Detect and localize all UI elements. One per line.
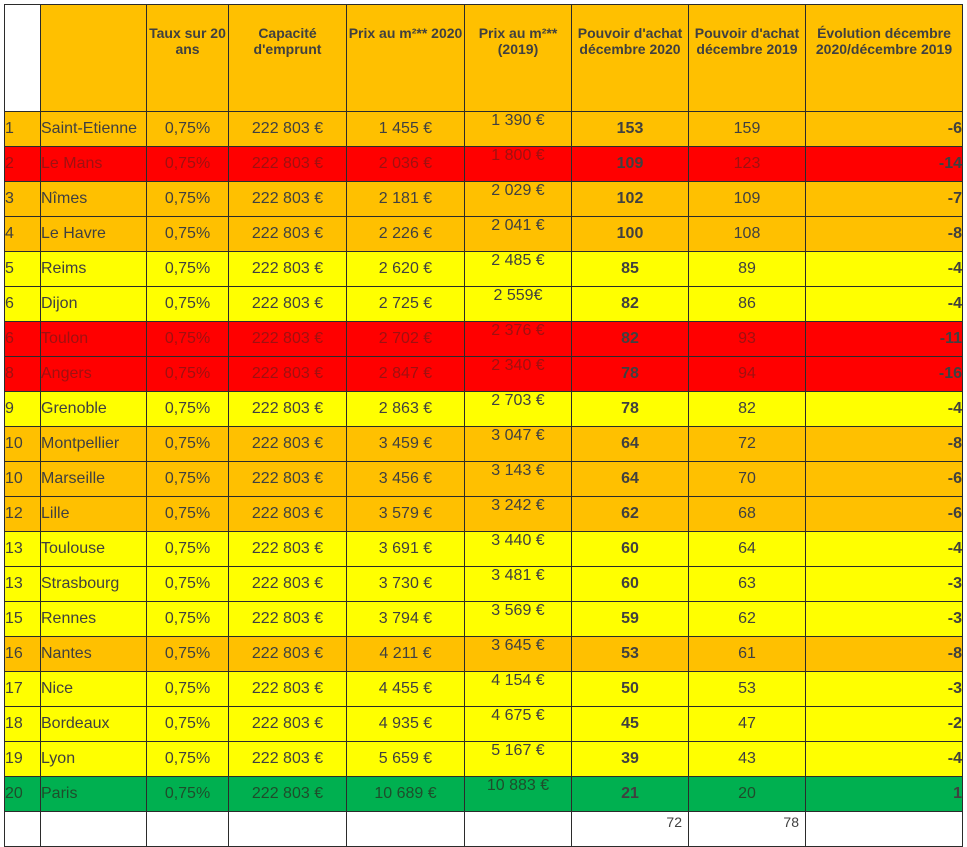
cell-price-2019: 5 167 € [465,742,572,777]
cell-price-2019: 3 569 € [465,602,572,637]
cell-price-2020: 1 455 € [347,112,465,147]
cell-power-2019: 43 [689,742,806,777]
cell-evolution: -3 [806,672,963,707]
cell-evolution: -4 [806,287,963,322]
cell-power-2019: 86 [689,287,806,322]
table-row [5,567,963,602]
cell-price-2019: 3 645 € [465,637,572,672]
cell-price-2020: 4 935 € [347,707,465,742]
cell-city: Marseille [41,462,147,497]
cell-capacity: 222 803 € [229,147,347,182]
cell-price-2020: 2 702 € [347,322,465,357]
cell-rank: 3 [5,182,41,217]
cell-evolution: 1 [806,777,963,812]
cell-power-2019: 47 [689,707,806,742]
cell-price-2020: 4 211 € [347,637,465,672]
cell-city: Bordeaux [41,707,147,742]
cell-capacity: 222 803 € [229,707,347,742]
cell-rate: 0,75% [147,357,229,392]
cell-price-2020: 2 863 € [347,392,465,427]
table-row [5,392,963,427]
cell-price-2019: 3 242 € [465,497,572,532]
cell-price-2019: 1 390 € [465,112,572,147]
cell-power-2019: 93 [689,322,806,357]
cell-rank: 18 [5,707,41,742]
cell-power-2020: 82 [572,287,689,322]
cell-power-2020: 39 [572,742,689,777]
cell-power-2019: 63 [689,567,806,602]
cell-city: Toulouse [41,532,147,567]
table-header-row [5,5,963,112]
cell-power-2019: 72 [689,427,806,462]
table-row [5,777,963,812]
cell-rank: 10 [5,427,41,462]
cell-city: Reims [41,252,147,287]
header-rank [5,5,41,112]
cell-rank: 5 [5,252,41,287]
table-row [5,602,963,637]
cell-city: Nantes [41,637,147,672]
cell-power-2019: 82 [689,392,806,427]
cell-rank: 4 [5,217,41,252]
cell-rate: 0,75% [147,637,229,672]
cell-rank: 1 [5,112,41,147]
cell-city: Montpellier [41,427,147,462]
cell-price-2019: 3 481 € [465,567,572,602]
cell-capacity: 222 803 € [229,532,347,567]
table-row [5,672,963,707]
cell-price-2020: 2 181 € [347,182,465,217]
cell-power-2019: 70 [689,462,806,497]
table-row [5,707,963,742]
cell-city: Nîmes [41,182,147,217]
cell-price-2019: 2 029 € [465,182,572,217]
cell-evolution: -6 [806,112,963,147]
cell-rank: 15 [5,602,41,637]
header-evolution: Évolution décembre 2020/décembre 2019 [806,5,963,112]
cell-city: Toulon [41,322,147,357]
footer-cell-city [41,812,147,847]
cell-capacity: 222 803 € [229,567,347,602]
cell-power-2019: 94 [689,357,806,392]
cell-price-2019: 2 559€ [465,287,572,322]
cell-city: Rennes [41,602,147,637]
cell-power-2019: 109 [689,182,806,217]
cell-evolution: -7 [806,182,963,217]
cell-rank: 17 [5,672,41,707]
cell-city: Angers [41,357,147,392]
cell-evolution: -8 [806,427,963,462]
cell-capacity: 222 803 € [229,287,347,322]
cell-rate: 0,75% [147,427,229,462]
cell-power-2019: 159 [689,112,806,147]
cell-power-2020: 78 [572,357,689,392]
cell-capacity: 222 803 € [229,637,347,672]
cell-evolution: -14 [806,147,963,182]
table-row [5,112,963,147]
cell-power-2020: 64 [572,427,689,462]
cell-evolution: -4 [806,252,963,287]
table-row [5,497,963,532]
purchasing-power-table [4,4,963,847]
cell-capacity: 222 803 € [229,392,347,427]
cell-rank: 20 [5,777,41,812]
cell-capacity: 222 803 € [229,742,347,777]
cell-capacity: 222 803 € [229,777,347,812]
cell-rank: 2 [5,147,41,182]
cell-capacity: 222 803 € [229,252,347,287]
cell-power-2019: 108 [689,217,806,252]
cell-rate: 0,75% [147,462,229,497]
footer-cell-rank [5,812,41,847]
header-price-2019: Prix au m²** (2019) [465,5,572,112]
cell-price-2019: 10 883 € [465,777,572,812]
table-body [5,112,963,812]
cell-capacity: 222 803 € [229,322,347,357]
cell-rate: 0,75% [147,217,229,252]
cell-price-2020: 2 036 € [347,147,465,182]
cell-rank: 8 [5,357,41,392]
cell-power-2019: 62 [689,602,806,637]
cell-rank: 13 [5,532,41,567]
cell-rank: 12 [5,497,41,532]
header-price-2020: Prix au m²** 2020 [347,5,465,112]
cell-power-2020: 64 [572,462,689,497]
header-power-2019: Pouvoir d'achat décembre 2019 [689,5,806,112]
cell-capacity: 222 803 € [229,602,347,637]
cell-evolution: -4 [806,392,963,427]
cell-rank: 10 [5,462,41,497]
cell-city: Dijon [41,287,147,322]
cell-power-2020: 50 [572,672,689,707]
table-row [5,252,963,287]
cell-evolution: -8 [806,217,963,252]
cell-rate: 0,75% [147,112,229,147]
cell-price-2020: 3 691 € [347,532,465,567]
cell-price-2020: 3 730 € [347,567,465,602]
cell-price-2019: 3 047 € [465,427,572,462]
cell-capacity: 222 803 € [229,217,347,252]
cell-price-2019: 1 800 € [465,147,572,182]
footer-power-2019: 78 [689,812,806,847]
cell-power-2020: 82 [572,322,689,357]
table-footer-row [5,812,963,847]
cell-rate: 0,75% [147,182,229,217]
header-power-2020: Pouvoir d'achat décembre 2020 [572,5,689,112]
cell-power-2020: 53 [572,637,689,672]
cell-price-2020: 3 794 € [347,602,465,637]
table-row [5,427,963,462]
cell-price-2020: 3 459 € [347,427,465,462]
cell-rate: 0,75% [147,497,229,532]
cell-price-2019: 4 154 € [465,672,572,707]
cell-power-2020: 100 [572,217,689,252]
footer-cell-rate [147,812,229,847]
cell-rate: 0,75% [147,707,229,742]
cell-rate: 0,75% [147,147,229,182]
table-row [5,217,963,252]
cell-power-2020: 85 [572,252,689,287]
cell-power-2019: 61 [689,637,806,672]
header-capacity: Capacité d'emprunt [229,5,347,112]
cell-power-2019: 123 [689,147,806,182]
cell-city: Nice [41,672,147,707]
table-row [5,462,963,497]
cell-price-2019: 2 703 € [465,392,572,427]
table-row [5,742,963,777]
footer-cell-price-2019 [465,812,572,847]
cell-city: Lille [41,497,147,532]
table-row [5,357,963,392]
cell-price-2020: 2 226 € [347,217,465,252]
cell-rate: 0,75% [147,252,229,287]
header-rate: Taux sur 20 ans [147,5,229,112]
cell-capacity: 222 803 € [229,112,347,147]
cell-power-2020: 60 [572,567,689,602]
cell-power-2020: 62 [572,497,689,532]
cell-power-2019: 68 [689,497,806,532]
cell-evolution: -8 [806,637,963,672]
cell-rate: 0,75% [147,532,229,567]
cell-capacity: 222 803 € [229,672,347,707]
cell-city: Le Havre [41,217,147,252]
table-row [5,637,963,672]
cell-evolution: -4 [806,742,963,777]
cell-evolution: -4 [806,532,963,567]
cell-power-2020: 45 [572,707,689,742]
footer-cell-capacity [229,812,347,847]
cell-city: Saint-Etienne [41,112,147,147]
cell-power-2020: 109 [572,147,689,182]
cell-capacity: 222 803 € [229,497,347,532]
cell-price-2019: 3 440 € [465,532,572,567]
footer-cell-evolution [806,812,963,847]
cell-power-2020: 153 [572,112,689,147]
cell-rate: 0,75% [147,602,229,637]
cell-rank: 13 [5,567,41,602]
cell-city: Le Mans [41,147,147,182]
cell-rank: 19 [5,742,41,777]
cell-price-2020: 3 456 € [347,462,465,497]
cell-city: Lyon [41,742,147,777]
cell-capacity: 222 803 € [229,357,347,392]
footer-power-2020: 72 [572,812,689,847]
cell-evolution: -6 [806,462,963,497]
cell-rank: 6 [5,287,41,322]
cell-power-2019: 89 [689,252,806,287]
cell-evolution: -3 [806,602,963,637]
cell-price-2020: 3 579 € [347,497,465,532]
cell-price-2019: 4 675 € [465,707,572,742]
table-row [5,532,963,567]
cell-city: Paris [41,777,147,812]
cell-power-2020: 102 [572,182,689,217]
cell-power-2020: 21 [572,777,689,812]
cell-capacity: 222 803 € [229,427,347,462]
table-row [5,287,963,322]
cell-rate: 0,75% [147,392,229,427]
cell-power-2020: 59 [572,602,689,637]
cell-rank: 6 [5,322,41,357]
cell-price-2020: 2 620 € [347,252,465,287]
cell-rank: 16 [5,637,41,672]
header-city [41,5,147,112]
cell-price-2020: 2 847 € [347,357,465,392]
cell-rate: 0,75% [147,322,229,357]
cell-rate: 0,75% [147,742,229,777]
cell-price-2020: 5 659 € [347,742,465,777]
cell-power-2019: 53 [689,672,806,707]
cell-price-2020: 2 725 € [347,287,465,322]
cell-power-2019: 20 [689,777,806,812]
cell-evolution: -6 [806,497,963,532]
cell-rate: 0,75% [147,567,229,602]
cell-power-2019: 64 [689,532,806,567]
cell-evolution: -16 [806,357,963,392]
cell-evolution: -2 [806,707,963,742]
cell-rate: 0,75% [147,672,229,707]
cell-price-2019: 3 143 € [465,462,572,497]
cell-evolution: -11 [806,322,963,357]
cell-capacity: 222 803 € [229,182,347,217]
cell-price-2020: 4 455 € [347,672,465,707]
cell-city: Grenoble [41,392,147,427]
cell-rate: 0,75% [147,287,229,322]
cell-price-2019: 2 041 € [465,217,572,252]
cell-price-2019: 2 376 € [465,322,572,357]
table-row [5,147,963,182]
cell-price-2019: 2 340 € [465,357,572,392]
table-row [5,182,963,217]
footer-cell-price-2020 [347,812,465,847]
cell-power-2020: 60 [572,532,689,567]
cell-rank: 9 [5,392,41,427]
cell-rate: 0,75% [147,777,229,812]
cell-price-2019: 2 485 € [465,252,572,287]
cell-price-2020: 10 689 € [347,777,465,812]
cell-evolution: -3 [806,567,963,602]
table-row [5,322,963,357]
cell-city: Strasbourg [41,567,147,602]
cell-power-2020: 78 [572,392,689,427]
cell-capacity: 222 803 € [229,462,347,497]
